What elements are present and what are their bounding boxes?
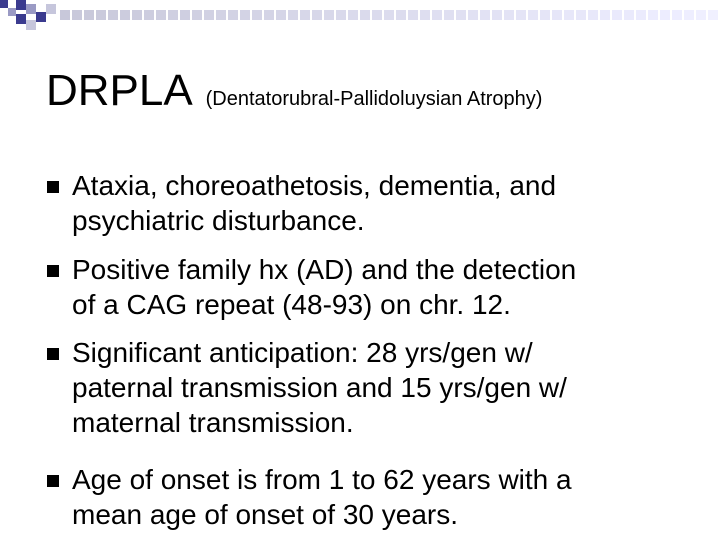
bullet-text: [72, 335, 672, 440]
decor-square: [168, 10, 178, 20]
decor-square: [16, 0, 26, 10]
decor-square: [708, 10, 718, 20]
decor-square: [552, 10, 562, 20]
decor-square: [204, 10, 214, 20]
title-main: DRPLA: [46, 66, 193, 115]
decor-square: [480, 10, 490, 20]
decor-square: [96, 10, 106, 20]
decor-square: [108, 10, 118, 20]
decor-square: [600, 10, 610, 20]
decor-square: [144, 10, 154, 20]
decor-square: [432, 10, 442, 20]
decor-square: [0, 8, 8, 16]
slide-title: [46, 66, 542, 116]
bullet-line: Positive family hx (AD) and the detection: [72, 254, 577, 285]
decor-square: [420, 10, 430, 20]
square-bullet-icon: [46, 180, 60, 194]
title-subtitle: (Dentatorubral-Pallidoluysian Atrophy): [205, 88, 543, 110]
decor-square: [252, 10, 262, 20]
bullet-line: of a CAG repeat (48-93) on chr. 12.: [72, 289, 511, 320]
bullet-line: psychiatric disturbance.: [72, 205, 365, 236]
decor-square: [36, 12, 46, 22]
decor-square: [312, 10, 322, 20]
decor-square: [372, 10, 382, 20]
decor-square: [132, 10, 142, 20]
decor-square: [468, 10, 478, 20]
bullet-line: mean age of onset of 30 years.: [72, 499, 459, 530]
square-bullet-icon: [46, 474, 60, 488]
decor-square: [492, 10, 502, 20]
decor-square: [16, 14, 26, 24]
decor-square: [444, 10, 454, 20]
decor-square: [180, 10, 190, 20]
decor-square: [240, 10, 250, 20]
bullet-line: Significant anticipation: 28 yrs/gen w/: [72, 337, 533, 368]
decor-square: [408, 10, 418, 20]
decor-square: [8, 8, 16, 16]
bullet-text: [72, 462, 672, 532]
decor-square: [624, 10, 634, 20]
bullet-text: [72, 252, 672, 322]
decor-square: [516, 10, 526, 20]
bullet-line: Age of onset is from 1 to 62 years with a: [72, 464, 572, 495]
decor-square: [528, 10, 538, 20]
header-decoration: [0, 0, 720, 40]
decor-square: [564, 10, 574, 20]
decor-square: [216, 10, 226, 20]
decor-square: [228, 10, 238, 20]
decor-square: [264, 10, 274, 20]
decor-square: [612, 10, 622, 20]
bullet-line: Ataxia, choreoathetosis, dementia, and: [72, 170, 557, 201]
decor-square: [696, 10, 706, 20]
decor-square: [46, 4, 56, 14]
decor-square: [384, 10, 394, 20]
decor-square: [0, 0, 8, 8]
decor-square: [648, 10, 658, 20]
square-bullet-icon: [46, 264, 60, 278]
decor-square: [288, 10, 298, 20]
decor-square: [348, 10, 358, 20]
decor-square: [276, 10, 286, 20]
decor-square: [72, 10, 82, 20]
decor-square: [300, 10, 310, 20]
bullet-line: paternal transmission and 15 yrs/gen w/: [72, 372, 567, 403]
decor-square: [26, 4, 36, 14]
decor-square: [120, 10, 130, 20]
decor-square: [84, 10, 94, 20]
bullet-line: maternal transmission.: [72, 407, 354, 438]
decor-square: [336, 10, 346, 20]
decor-bar: [60, 10, 718, 20]
decor-square: [156, 10, 166, 20]
decor-square: [192, 10, 202, 20]
decor-square: [540, 10, 550, 20]
decor-square: [672, 10, 682, 20]
decor-square: [660, 10, 670, 20]
decor-square: [360, 10, 370, 20]
decor-square: [636, 10, 646, 20]
decor-square: [26, 20, 36, 30]
bullet-text: [72, 168, 672, 238]
decor-square: [504, 10, 514, 20]
decor-square: [8, 0, 16, 8]
decor-square: [588, 10, 598, 20]
square-bullet-icon: [46, 347, 60, 361]
decor-square: [684, 10, 694, 20]
decor-square: [396, 10, 406, 20]
decor-square: [324, 10, 334, 20]
decor-square: [576, 10, 586, 20]
decor-square: [456, 10, 466, 20]
decor-square: [60, 10, 70, 20]
